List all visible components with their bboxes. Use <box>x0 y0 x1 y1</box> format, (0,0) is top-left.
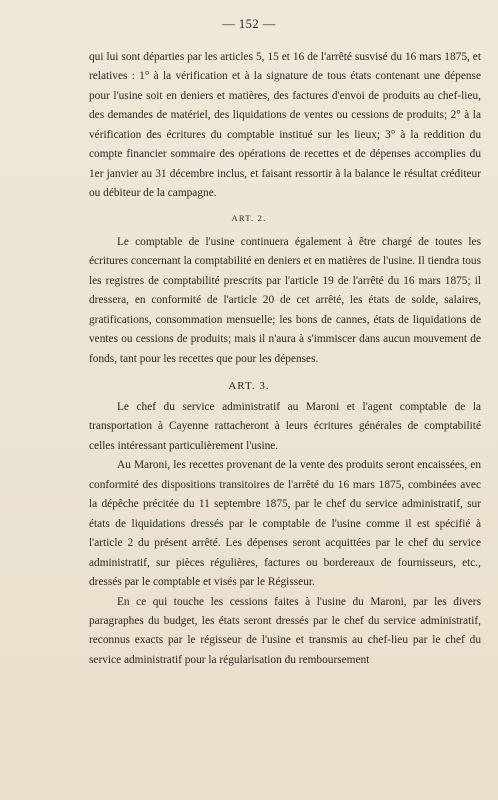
article-3-paragraph-3: En ce qui touche les cessions faites à l'usine du Maroni, par les divers paragraphes du budget, les états seront dressés par le chef du service administratif, reconnus exacts par le régisseur de l'usine et transmis au chef-lieu par le chef du service administratif pour la régularisation du remboursement <box>89 595 481 666</box>
article-2-heading: ART. 2. <box>231 213 267 223</box>
intro-paragraph: qui lui sont départies par les articles 5, 15 et 16 de l'arrêté susvisé du 16 mars 1875, et relatives : 1° à la vérification et à la signature de tous états contenant une dépense pour l'usine soit en deniers et matières, des factures d'envoi de produits au chef-lieu, des demandes de matériel, des liquidations de ventes ou cessions de produits; 2° à la vérification des écritures du comptable institué sur les lieux; 3° à la reddition du compte financier sommaire des opérations de recettes et de dépenses accomplies du 1er janvier au 31 décembre inclus, et faisant ressortir à la balance le résultat créditeur ou débiteur de la campagne. <box>89 51 481 200</box>
article-2-paragraph: Le comptable de l'usine continuera également à être chargé de toutes les écritures concernant la comptabilité en deniers et en matières de l'usine. Il tiendra tous les registres de comptabilité prescrits par l'article 19 de l'arrêté du 16 mars 1875; il dressera, en conformité de l'article 20 de cet arrêté, les états de solde, salaires, gratifications, consommation mensuelle; les bons de cannes, états de liquidations de ventes ou cessions de produits; mais il n'aura à s'immiscer dans aucun mouvement de fonds, tant pour les recettes que pour les dépenses. <box>89 236 481 365</box>
article-3-paragraph-1: Le chef du service administratif au Maroni et l'agent comptable de la transportation à Cayenne rattacheront à leurs écritures générales de comptabilité celles intéressant particulièrement l'usine. <box>89 401 481 452</box>
article-2-section <box>89 233 481 369</box>
intro-section <box>89 48 481 204</box>
page-number: — 152 — <box>222 17 276 31</box>
article-3-heading: ART. 3. <box>228 380 270 392</box>
article-3-paragraph-2: Au Maroni, les recettes provenant de la vente des produits seront encaissées, en conformité des dispositions transitoires de l'arrêté du 16 mars 1875, combinées avec la dépêche précitée du 11 septembre 1875, par le chef du service administratif, sur états de liquidations dressés par le comptable de l'usine comme il est spécifié à l'article 2 du présent arrêté. Les dépenses seront acquittées par le chef du service administratif, sur pièces régulières, factures ou bordereaux de fournisseurs, etc., dressés par le comptable et visés par le Régisseur. <box>89 459 481 589</box>
article-3-section <box>89 398 481 670</box>
